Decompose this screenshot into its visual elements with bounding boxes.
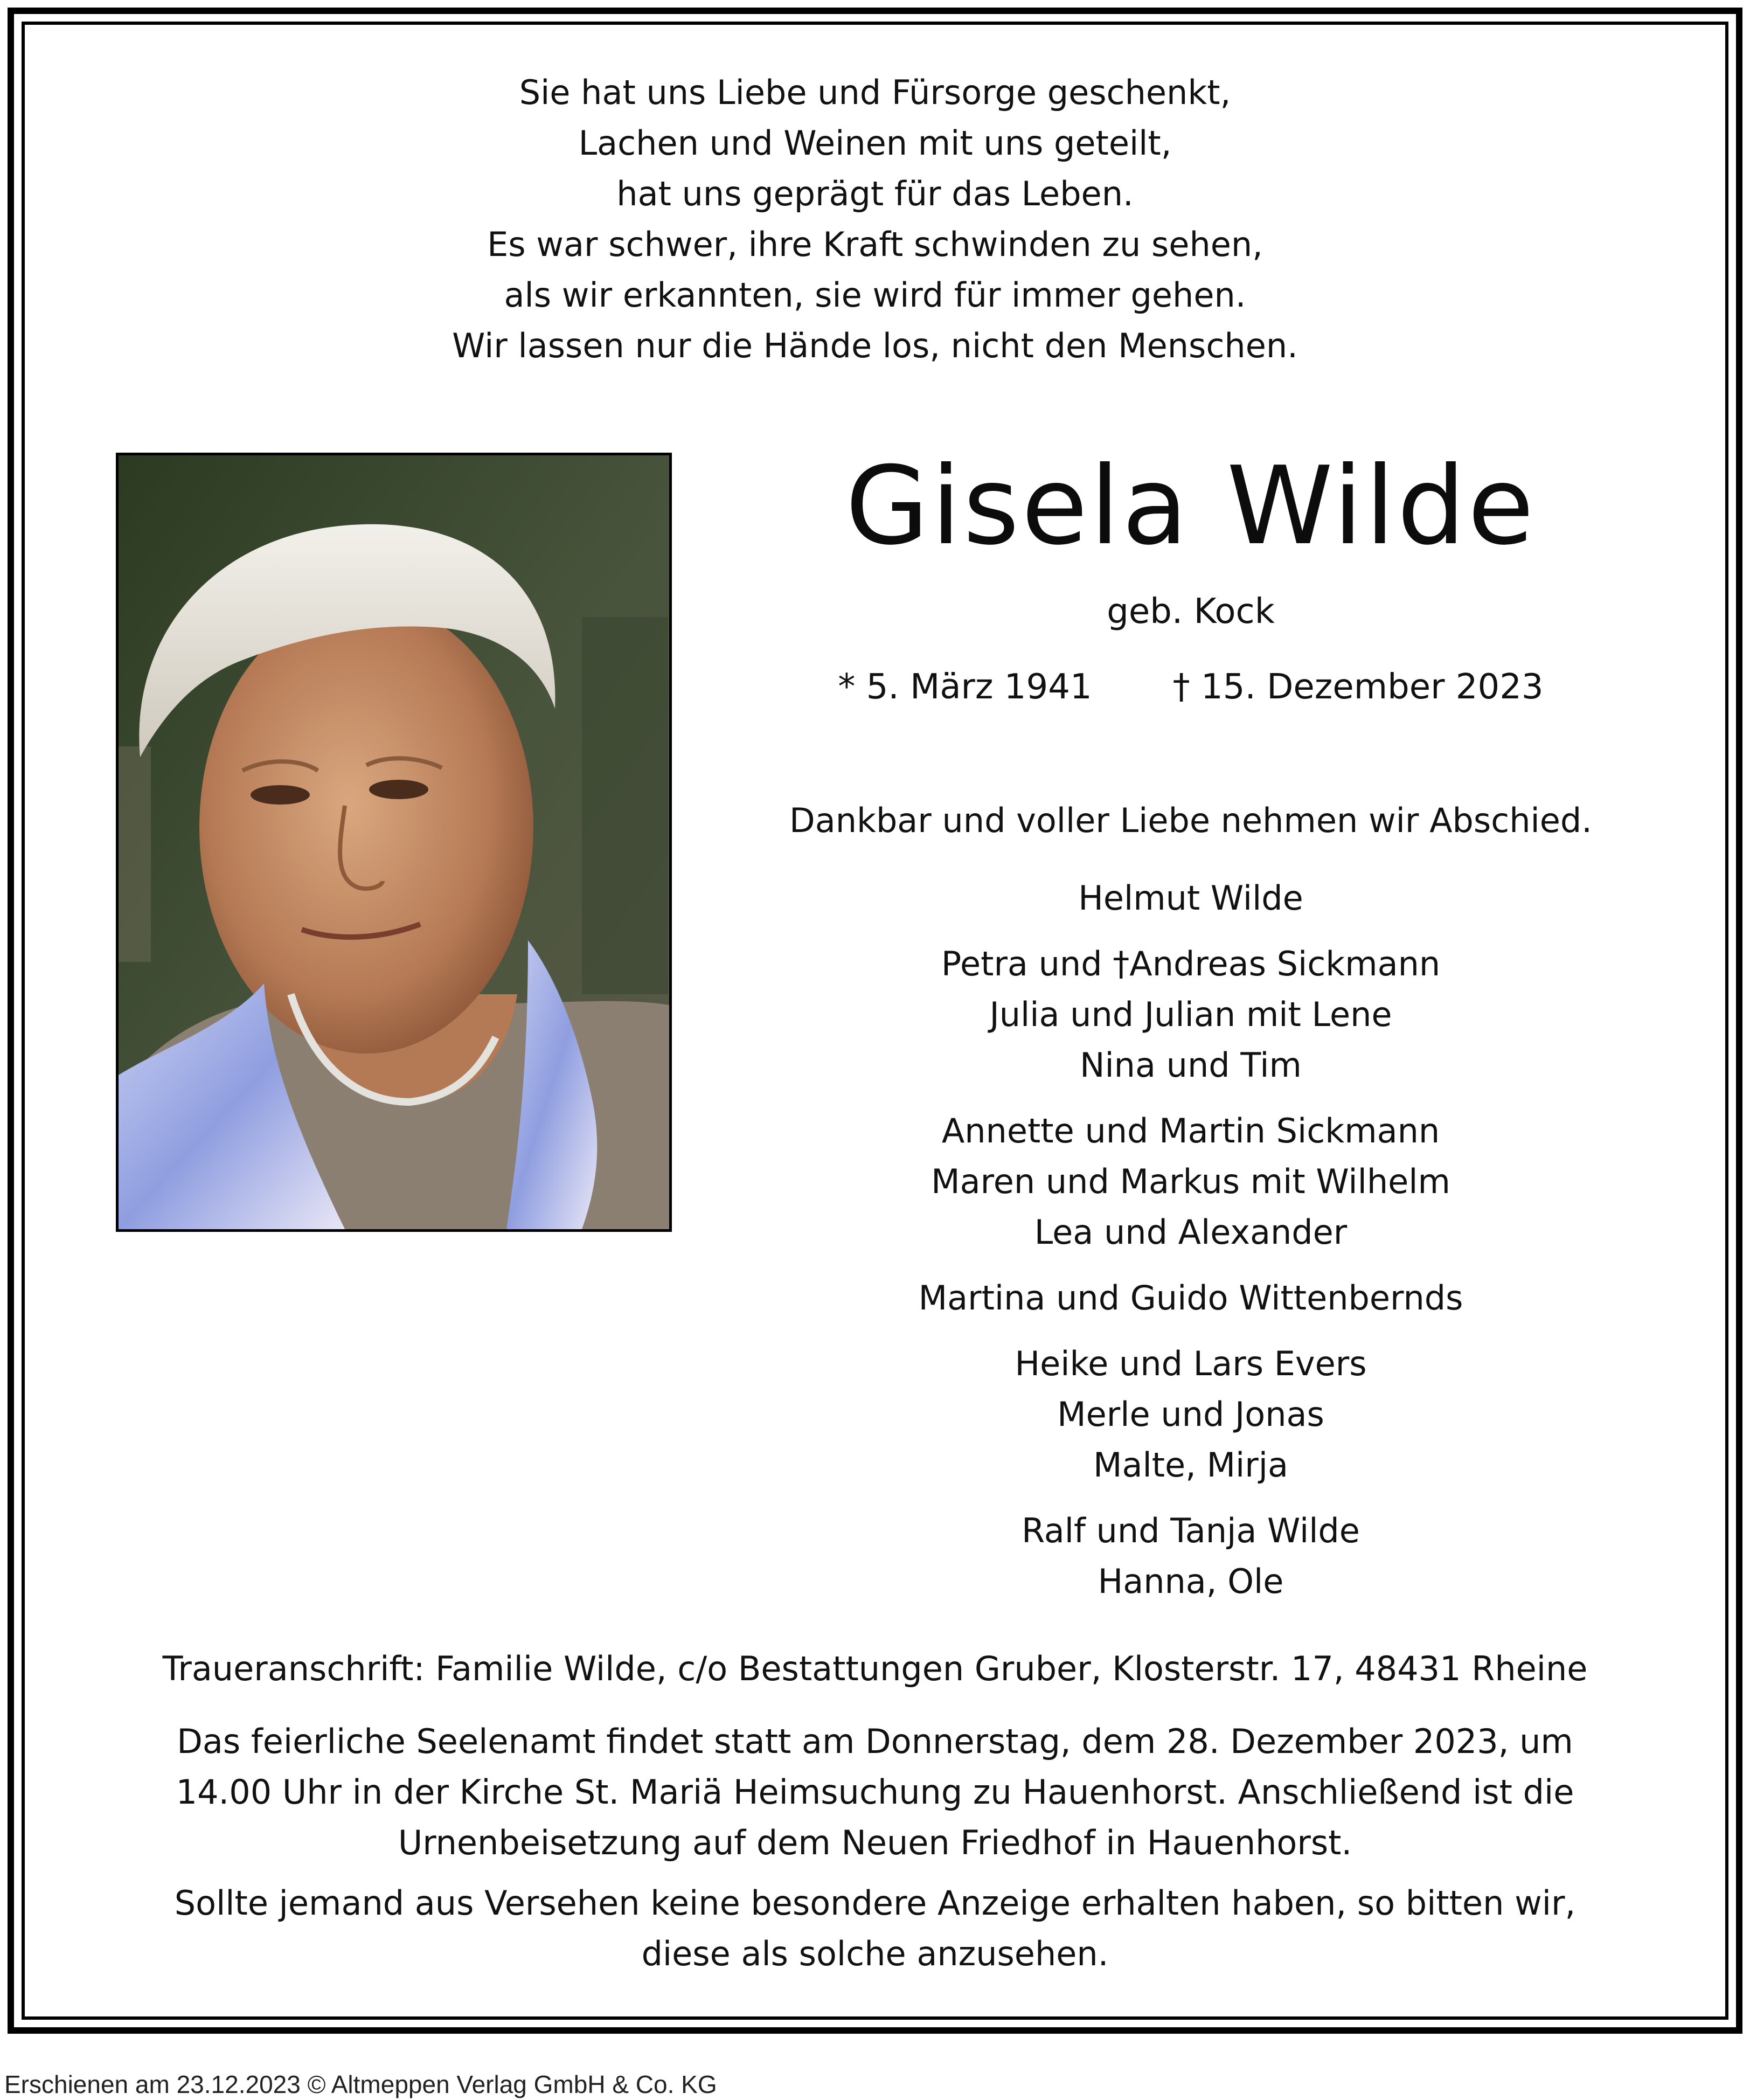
poem-line: Wir lassen nur die Hände los, nicht den Menschen. [452, 326, 1298, 365]
family-line: Annette und Martin Sickmann [941, 1111, 1440, 1151]
family-line: Nina und Tim [1080, 1045, 1302, 1085]
family-line: Heike und Lars Evers [1015, 1344, 1367, 1383]
notice-line: diese als solche anzusehen. [641, 1934, 1109, 1973]
birth-name: geb. Kock [1107, 592, 1275, 632]
family-line: Malte, Mirja [1093, 1445, 1288, 1485]
family-line: Ralf und Tanja Wilde [1022, 1511, 1360, 1550]
family-line: Maren und Markus mit Wilhelm [931, 1162, 1450, 1201]
notice-line: Sollte jemand aus Versehen keine besondere Anzeige erhalten haben, so bitten wir, [174, 1883, 1576, 1923]
service-line: Das feierliche Seelenamt findet statt am Donnerstag, dem 28. Dezember 2023, um [177, 1722, 1573, 1761]
family-line: Julia und Julian mit Lene [989, 995, 1392, 1034]
death-date: † 15. Dezember 2023 [1172, 667, 1544, 707]
birth-date: * 5. März 1941 [838, 667, 1092, 707]
family-list [652, 873, 1730, 1622]
service-line: Urnenbeisetzung auf dem Neuen Friedhof in Hauenhorst. [398, 1823, 1352, 1862]
poem-line: Lachen und Weinen mit uns geteilt, [578, 123, 1172, 163]
portrait-photo [116, 453, 672, 1232]
portrait-illustration [119, 455, 669, 1229]
family-line: Petra und †Andreas Sickmann [941, 944, 1441, 983]
poem-line: hat uns geprägt für das Leben. [616, 174, 1134, 213]
family-group [652, 1506, 1730, 1607]
family-line: Martina und Guido Wittenbernds [918, 1278, 1463, 1318]
mourning-address: Traueranschrift: Familie Wilde, c/o Bestattungen Gruber, Klosterstr. 17, 48431 Rheine [162, 1649, 1588, 1688]
publication-footer: Erschienen am 23.12.2023 © Altmeppen Verlag GmbH & Co. KG [4, 2070, 717, 2098]
service-line: 14.00 Uhr in der Kirche St. Mariä Heimsuchung zu Hauenhorst. Anschließend ist die [176, 1772, 1574, 1812]
family-group [652, 1106, 1730, 1258]
family-line: Merle und Jonas [1057, 1395, 1324, 1434]
family-group [652, 873, 1730, 924]
family-group [652, 1339, 1730, 1491]
family-group [652, 939, 1730, 1091]
poem-line: als wir erkannten, sie wird für immer gehen. [504, 275, 1246, 315]
notice-text [0, 1878, 1750, 1979]
poem-line: Es war schwer, ihre Kraft schwinden zu sehen, [487, 225, 1263, 264]
memorial-poem [0, 67, 1750, 371]
life-dates [652, 663, 1730, 711]
family-line: Hanna, Ole [1098, 1562, 1284, 1601]
poem-line: Sie hat uns Liebe und Fürsorge geschenkt, [519, 73, 1231, 112]
family-line: Helmut Wilde [1078, 878, 1303, 918]
service-info [0, 1716, 1750, 1868]
family-group [652, 1273, 1730, 1323]
deceased-name: Gisela Wilde [845, 443, 1536, 569]
farewell-text: Dankbar und voller Liebe nehmen wir Abschied. [789, 801, 1592, 840]
family-line: Lea und Alexander [1034, 1212, 1348, 1252]
